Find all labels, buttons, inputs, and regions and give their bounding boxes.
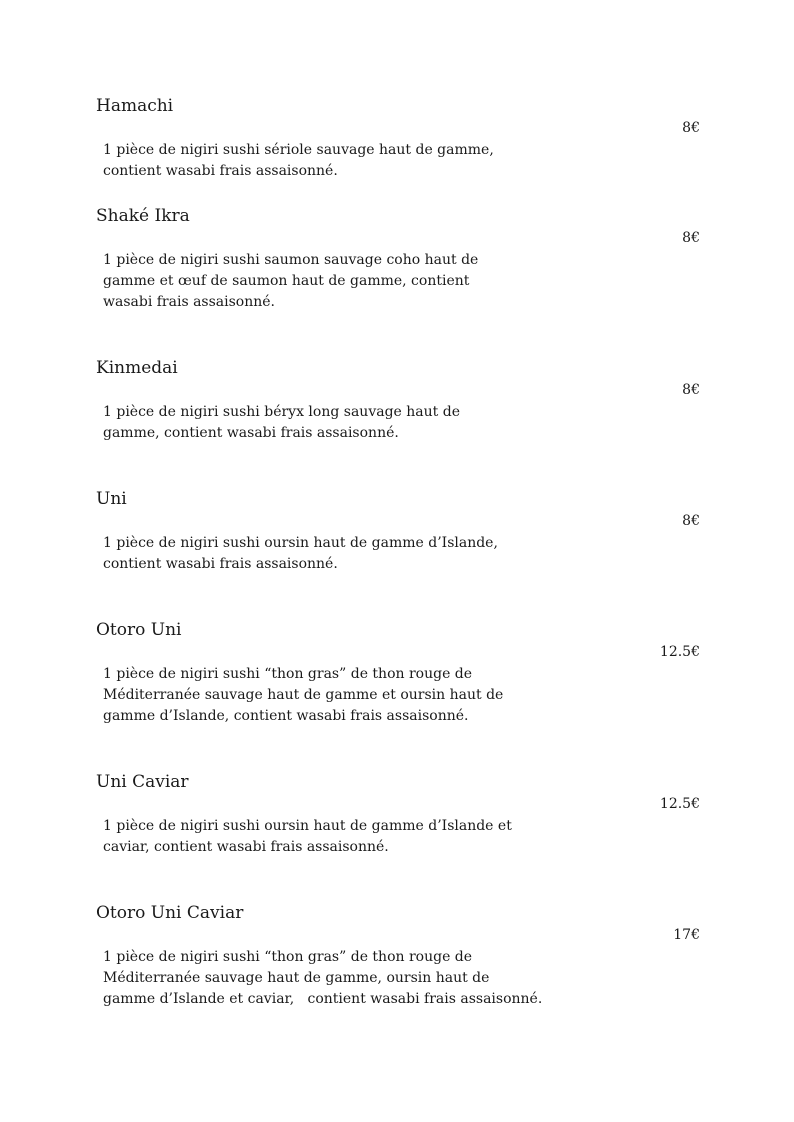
item-description [103,140,573,182]
description-line: Méditerranée sauvage haut de gamme, oursin haut de [103,970,490,986]
item-description [103,947,573,1010]
description-line: Méditerranée sauvage haut de gamme et oursin haut de [103,687,504,703]
description-line: 1 pièce de nigiri sushi “thon gras” de thon rouge de [103,949,473,965]
description-line: 1 pièce de nigiri sushi béryx long sauvage haut de [103,404,460,420]
item-price: 8€ [682,513,700,529]
item-price: 8€ [682,382,700,398]
item-price: 17€ [673,927,700,943]
item-description [103,250,573,313]
description-line: caviar, contient wasabi frais assaisonné. [103,839,389,855]
description-line: wasabi frais assaisonné. [103,294,276,310]
description-line: 1 pièce de nigiri sushi oursin haut de gamme d’Islande, [103,535,498,551]
item-name: Otoro Uni [96,620,182,640]
description-line: gamme d’Islande, contient wasabi frais assaisonné. [103,708,469,724]
item-price: 12.5€ [659,644,700,660]
description-line: gamme et œuf de saumon haut de gamme, contient [103,273,470,289]
description-line: 1 pièce de nigiri sushi “thon gras” de thon rouge de [103,666,473,682]
item-price: 8€ [682,230,700,246]
description-line: 1 pièce de nigiri sushi sériole sauvage haut de gamme, [103,142,494,158]
item-name: Shaké Ikra [96,206,190,226]
description-line: 1 pièce de nigiri sushi saumon sauvage coho haut de [103,252,479,268]
item-description [103,402,573,444]
description-line: gamme, contient wasabi frais assaisonné. [103,425,399,441]
item-description [103,533,573,575]
description-line: gamme d’Islande et caviar, contient wasabi frais assaisonné. [103,991,543,1007]
item-name: Hamachi [96,96,174,116]
item-description [103,664,573,727]
item-price: 8€ [682,120,700,136]
item-name: Kinmedai [96,358,178,378]
item-name: Otoro Uni Caviar [96,903,244,923]
description-line: contient wasabi frais assaisonné. [103,556,338,572]
description-line: 1 pièce de nigiri sushi oursin haut de gamme d’Islande et [103,818,512,834]
item-name: Uni [96,489,127,509]
item-description [103,816,573,858]
description-line: contient wasabi frais assaisonné. [103,163,338,179]
item-price: 12.5€ [659,796,700,812]
item-name: Uni Caviar [96,772,189,792]
